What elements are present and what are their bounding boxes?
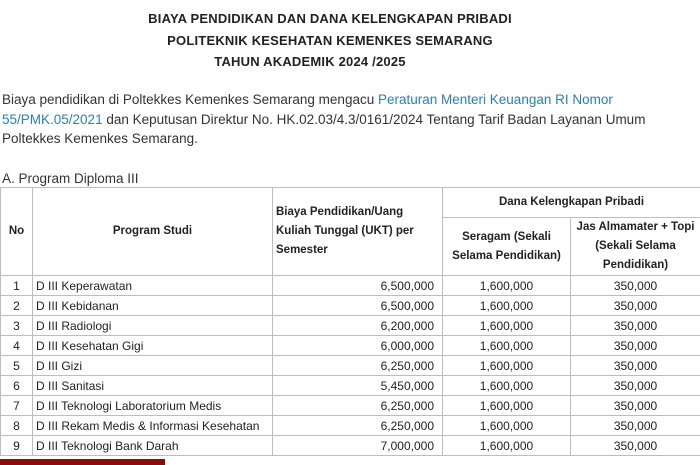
- row-seragam: 1,600,000: [443, 276, 571, 296]
- table-row: [1, 316, 700, 336]
- table-row: [1, 376, 700, 396]
- row-seragam: 1,600,000: [443, 316, 571, 336]
- row-no: 5: [1, 356, 33, 376]
- table-row: [1, 336, 700, 356]
- header-seragam: Seragam (Sekali Selama Pendidikan): [443, 218, 571, 276]
- row-no: 2: [1, 296, 33, 316]
- row-jas: 350,000: [571, 396, 700, 416]
- row-ukt: 6,500,000: [273, 276, 443, 296]
- table-row: [1, 356, 700, 376]
- row-jas: 350,000: [571, 316, 700, 336]
- row-program: D III Gizi: [33, 356, 273, 376]
- row-seragam: 1,600,000: [443, 336, 571, 356]
- row-no: 7: [1, 396, 33, 416]
- row-program: D III Kebidanan: [33, 296, 273, 316]
- row-no: 4: [1, 336, 33, 356]
- row-seragam: 1,600,000: [443, 416, 571, 436]
- intro-text-after: dan Keputusan Direktur No. HK.02.03/4.3/0161/2024 Tentang Tarif Badan Layanan Umum Poltekkes Kemenkes Semarang.: [2, 111, 646, 146]
- row-seragam: 1,600,000: [443, 396, 571, 416]
- row-seragam: 1,600,000: [443, 436, 571, 456]
- row-jas: 350,000: [571, 276, 700, 296]
- row-ukt: 6,500,000: [273, 296, 443, 316]
- row-no: 9: [1, 436, 33, 456]
- row-jas: 350,000: [571, 296, 700, 316]
- table-row: [1, 436, 700, 456]
- institution-title: POLITEKNIK KESEHATAN KEMENKES SEMARANG: [167, 33, 493, 48]
- regulation-link[interactable]: Peraturan Menteri Keuangan RI Nomor 55/PMK.05/2021: [2, 92, 613, 127]
- row-seragam: 1,600,000: [443, 296, 571, 316]
- header-ukt: Biaya Pendidikan/Uang Kuliah Tunggal (UKT) per Semester: [273, 188, 443, 276]
- row-no: 6: [1, 376, 33, 396]
- table-row: [1, 276, 700, 296]
- row-ukt: 6,250,000: [273, 396, 443, 416]
- section-title: A. Program Diploma III: [2, 171, 139, 186]
- intro-paragraph: [2, 90, 692, 149]
- row-jas: 350,000: [571, 416, 700, 436]
- row-ukt: 6,000,000: [273, 336, 443, 356]
- academic-year-title: TAHUN AKADEMIK 2024 /2025: [214, 54, 406, 69]
- row-jas: 350,000: [571, 356, 700, 376]
- row-no: 1: [1, 276, 33, 296]
- row-ukt: 6,250,000: [273, 416, 443, 436]
- header-jas: Jas Almamater + Topi (Sekali Selama Pendidikan): [571, 218, 700, 276]
- intro-text-before: Biaya pendidikan di Poltekkes Kemenkes Semarang mengacu: [2, 92, 378, 107]
- row-program: D III Kesehatan Gigi: [33, 336, 273, 356]
- row-program: D III Sanitasi: [33, 376, 273, 396]
- row-program: D III Teknologi Bank Darah: [33, 436, 273, 456]
- fees-table: [0, 187, 700, 456]
- row-ukt: 5,450,000: [273, 376, 443, 396]
- fees-table-body: [1, 276, 700, 456]
- row-jas: 350,000: [571, 376, 700, 396]
- row-program: D III Teknologi Laboratorium Medis: [33, 396, 273, 416]
- header-no: No: [1, 188, 33, 276]
- row-ukt: 6,250,000: [273, 356, 443, 376]
- table-row: [1, 296, 700, 316]
- row-jas: 350,000: [571, 336, 700, 356]
- table-row: [1, 416, 700, 436]
- row-program: D III Radiologi: [33, 316, 273, 336]
- row-program: D III Keperawatan: [33, 276, 273, 296]
- row-jas: 350,000: [571, 436, 700, 456]
- row-no: 3: [1, 316, 33, 336]
- row-no: 8: [1, 416, 33, 436]
- bottom-accent-bar: [0, 459, 165, 465]
- row-seragam: 1,600,000: [443, 376, 571, 396]
- header-program: Program Studi: [33, 188, 273, 276]
- header-dana-kelengkapan: Dana Kelengkapan Pribadi: [443, 188, 700, 218]
- page-title: BIAYA PENDIDIKAN DAN DANA KELENGKAPAN PRIBADI: [148, 11, 512, 26]
- row-ukt: 6,200,000: [273, 316, 443, 336]
- row-ukt: 7,000,000: [273, 436, 443, 456]
- table-row: [1, 396, 700, 416]
- row-seragam: 1,600,000: [443, 356, 571, 376]
- row-program: D III Rekam Medis & Informasi Kesehatan: [33, 416, 273, 436]
